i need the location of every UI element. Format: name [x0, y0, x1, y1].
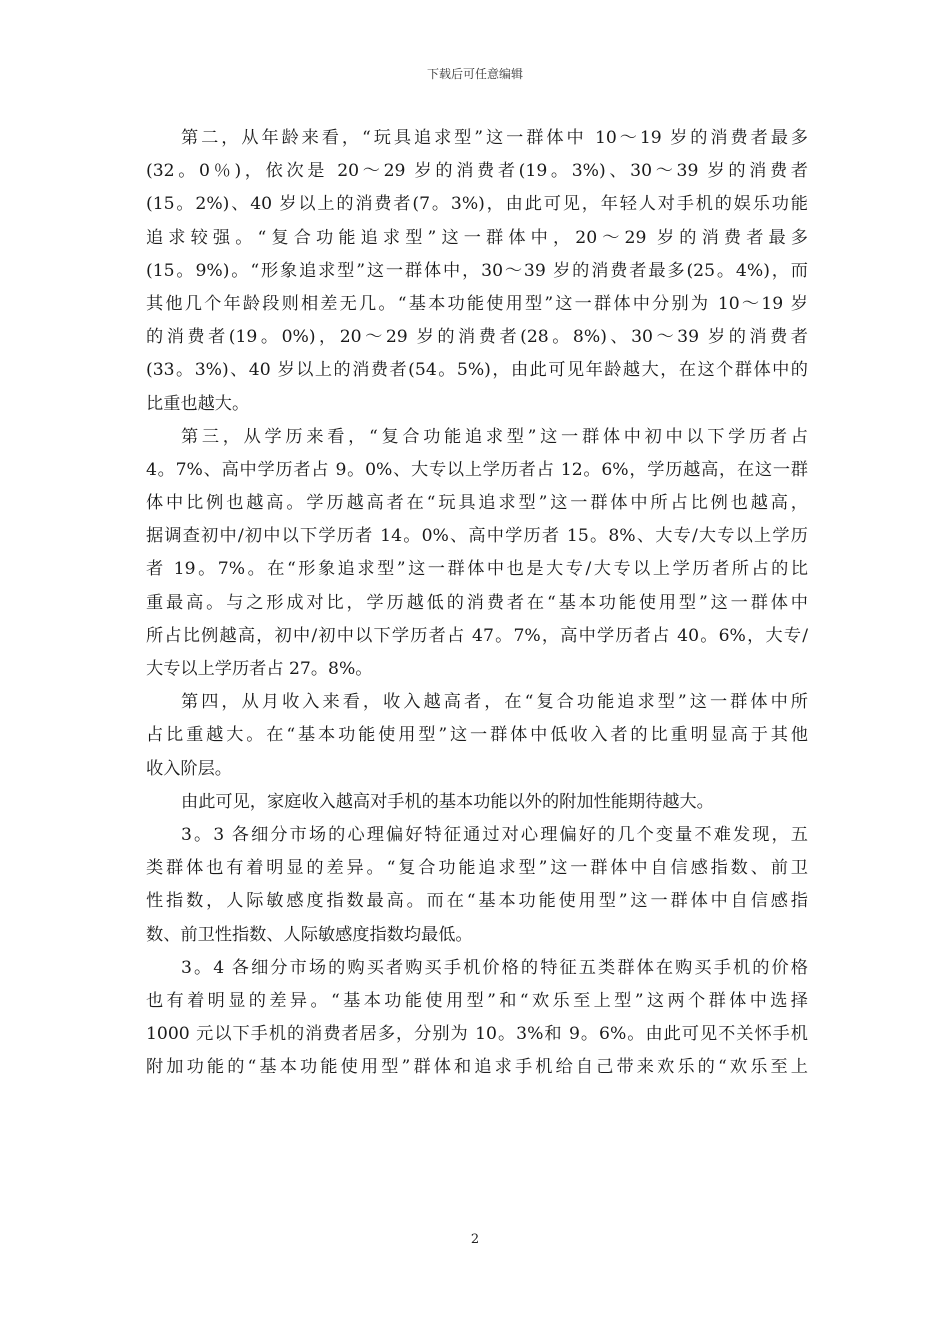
text-line: (32。0％)，依次是 20～29 岁的消费者(19。3%)、30～39 岁的消费者 [146, 161, 808, 182]
text-line: 者 19。7%。在“形象追求型”这一群体中也是大专/大专以上学历者所占的比 [146, 559, 808, 580]
text-line: 类群体也有着明显的差异。“复合功能追求型”这一群体中自信感指数、前卫 [146, 858, 808, 879]
text-line: 4。7%、高中学历者占 9。0%、大专以上学历者占 12。6%，学历越高，在这一群 [146, 459, 808, 480]
text-line: 第三，从学历来看，“复合功能追求型”这一群体中初中以下学历者占 [181, 426, 808, 447]
paragraph [146, 952, 808, 1085]
paragraph [146, 421, 808, 687]
text-line: 3。3 各细分市场的心理偏好特征通过对心理偏好的几个变量不难发现，五 [181, 824, 808, 845]
text-line: 3。4 各细分市场的购买者购买手机价格的特征五类群体在购买手机的价格 [181, 957, 808, 978]
text-line: 大专以上学历者占 27。8%。 [146, 659, 373, 679]
text-line: 性指数，人际敏感度指数最高。而在“基本功能使用型”这一群体中自信感指 [146, 891, 808, 912]
text-line: 占比重越大。在“基本功能使用型”这一群体中低收入者的比重明显高于其他 [146, 725, 808, 746]
text-line: (15。9%)。“形象追求型”这一群体中，30～39 岁的消费者最多(25。4%)，而 [146, 260, 808, 281]
page-header: 下载后可任意编辑 [426, 67, 523, 81]
paragraph [146, 786, 808, 819]
text-line: 所占比例越高，初中/初中以下学历者占 47。7%，高中学历者占 40。6%，大专/ [146, 625, 808, 646]
paragraph [146, 819, 808, 952]
text-line: 体中比例也越高。学历越高者在“玩具追求型”这一群体中所占比例也越高， [146, 493, 808, 514]
text-line: 第四，从月收入来看，收入越高者，在“复合功能追求型”这一群体中所 [181, 692, 808, 713]
text-line: 数、前卫性指数、人际敏感度指数均最低。 [146, 924, 473, 945]
text-line: 附加功能的“基本功能使用型”群体和追求手机给自己带来欢乐的“欢乐至上 [146, 1057, 808, 1078]
text-line: 第二，从年龄来看，“玩具追求型”这一群体中 10～19 岁的消费者最多 [181, 128, 808, 148]
paragraph [146, 686, 808, 786]
text-line: 1000 元以下手机的消费者居多，分别为 10。3%和 9。6%。由此可见不关怀手机 [146, 1024, 808, 1045]
body-text [146, 122, 808, 1084]
text-line: (33。3%)、40 岁以上的消费者(54。5%)，由此可见年龄越大，在这个群体中的 [146, 360, 808, 381]
text-line: 重最高。与之形成对比，学历越低的消费者在“基本功能使用型”这一群体中 [146, 592, 808, 613]
paragraph [146, 122, 808, 421]
text-line: 据调查初中/初中以下学历者 14。0%、高中学历者 15。8%、大专/大专以上学历 [146, 526, 808, 547]
text-line: 收入阶层。 [146, 758, 232, 779]
text-line: (15。2%)、40 岁以上的消费者(7。3%)，由此可见，年轻人对手机的娱乐功能 [146, 194, 808, 215]
text-line: 其他几个年龄段则相差无几。“基本功能使用型”这一群体中分别为 10～19 岁 [146, 293, 808, 314]
text-line: 也有着明显的差异。“基本功能使用型”和“欢乐至上型”这两个群体中选择 [146, 990, 808, 1011]
page-number: 2 [470, 1232, 480, 1247]
text-line: 的消费者(19。0%)，20～29 岁的消费者(28。8%)、30～39 岁的消费者 [146, 327, 808, 348]
text-line: 追求较强。“复合功能追求型”这一群体中，20～29 岁的消费者最多 [146, 227, 808, 248]
text-line: 比重也越大。 [146, 393, 250, 414]
text-line: 由此可见，家庭收入越高对手机的基本功能以外的附加性能期待越大。 [181, 791, 714, 812]
